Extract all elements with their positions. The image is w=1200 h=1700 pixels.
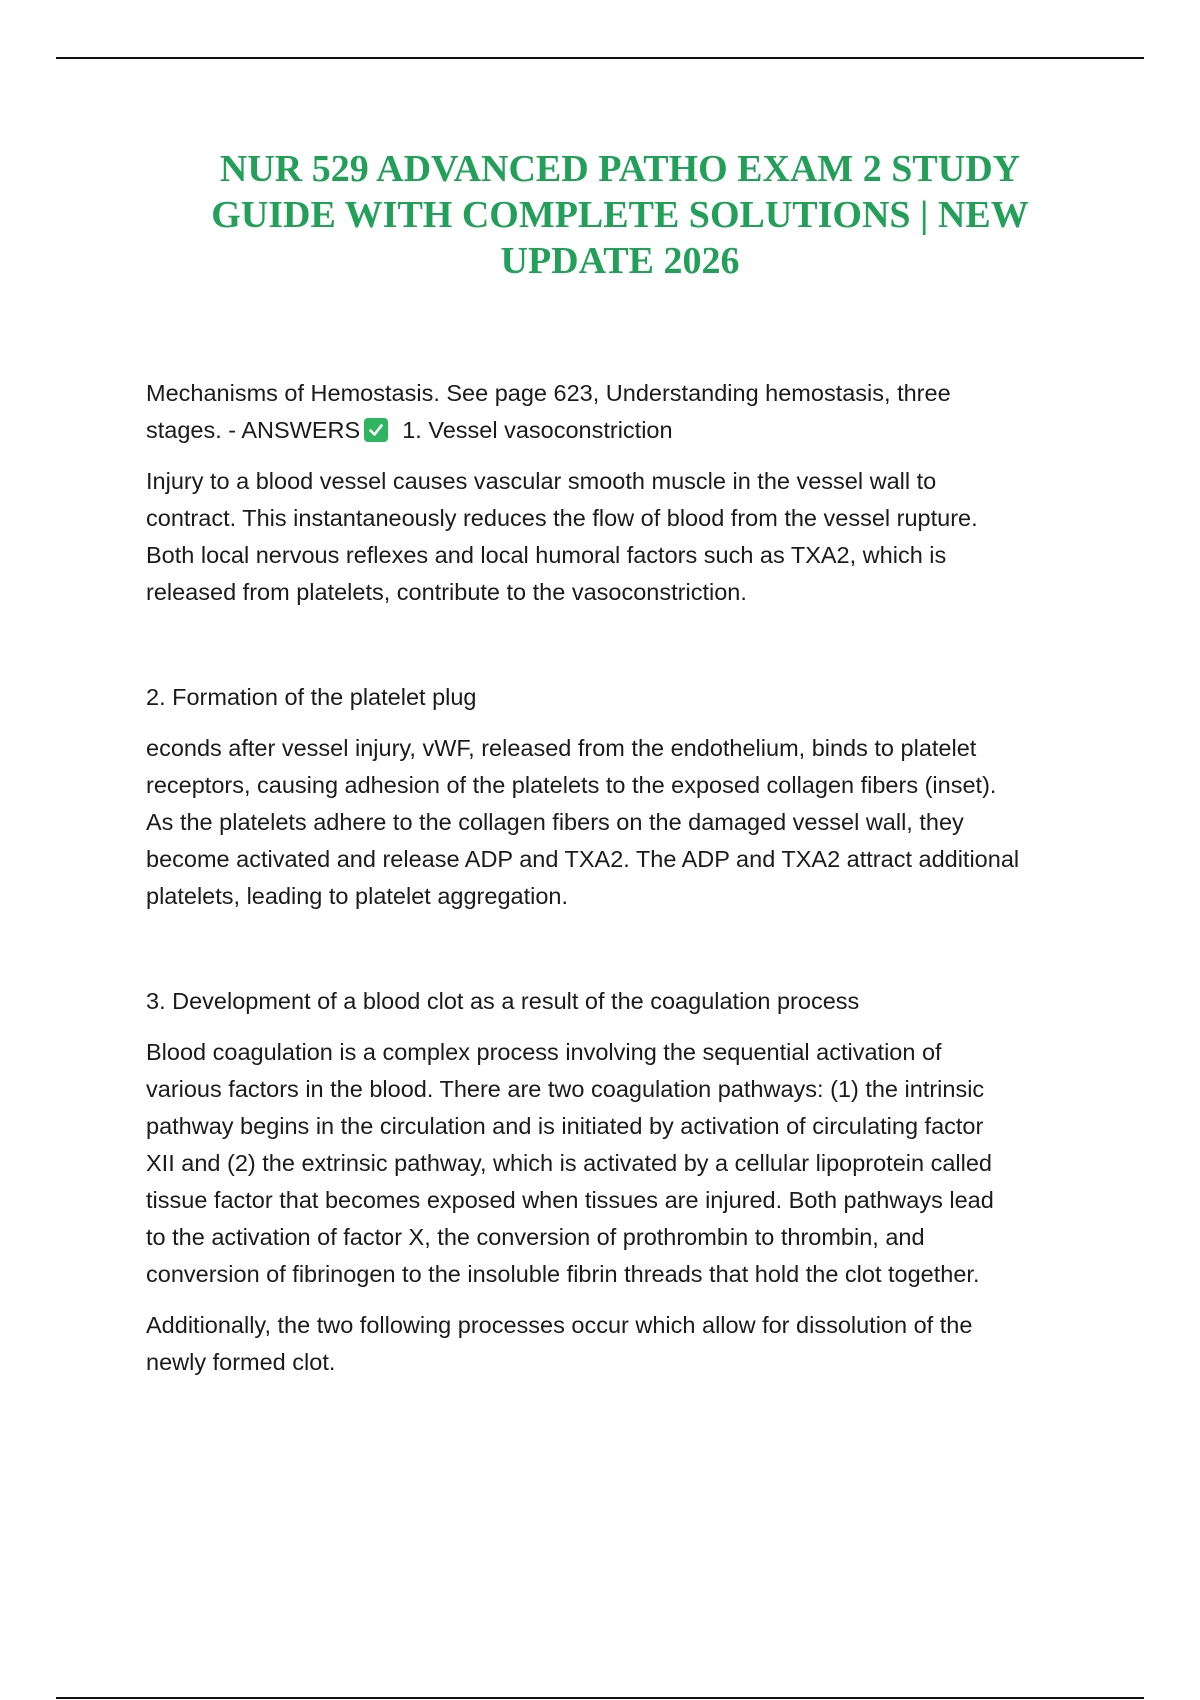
text-line: tissue factor that becomes exposed when tissues are injured. Both pathways lead — [146, 1187, 994, 1213]
answers-label: stages. - ANSWERS — [146, 417, 361, 443]
text-line: released from platelets, contribute to the vasoconstriction. — [146, 579, 747, 605]
text-line: newly formed clot. — [146, 1349, 336, 1375]
paragraph-dissolution — [146, 1307, 1106, 1381]
text-line: Blood coagulation is a complex process involving the sequential activation of — [146, 1039, 942, 1065]
text-line: various factors in the blood. There are two coagulation pathways: (1) the intrinsic — [146, 1076, 985, 1102]
text-line: As the platelets adhere to the collagen fibers on the damaged vessel wall, they — [146, 809, 964, 835]
section-heading: 3. Development of a blood clot as a result of the coagulation process — [146, 988, 860, 1014]
paragraph-coagulation — [146, 1034, 1106, 1293]
bottom-rule — [56, 1697, 1144, 1699]
text-line: to the activation of factor X, the conversion of prothrombin to thrombin, and — [146, 1224, 925, 1250]
text-line: XII and (2) the extrinsic pathway, which is activated by a cellular lipoprotein called — [146, 1150, 992, 1176]
text-line: Additionally, the two following processes occur which allow for dissolution of the — [146, 1312, 973, 1338]
text-line: Injury to a blood vessel causes vascular smooth muscle in the vessel wall to — [146, 468, 937, 494]
check-icon — [364, 418, 388, 442]
answer-text: 1. Vessel vasoconstriction — [402, 417, 673, 443]
text-line: Both local nervous reflexes and local humoral factors such as TXA2, which is — [146, 542, 947, 568]
question-block — [146, 375, 1106, 449]
document-body — [146, 375, 1106, 1381]
heading-platelet-plug — [146, 679, 1106, 716]
title-line: GUIDE WITH COMPLETE SOLUTIONS | NEW — [211, 194, 1029, 236]
text-line: become activated and release ADP and TXA2. The ADP and TXA2 attract additional — [146, 846, 1020, 872]
title-line: UPDATE 2026 — [500, 240, 740, 282]
question-line: Mechanisms of Hemostasis. See page 623, Understanding hemostasis, three — [146, 380, 951, 406]
text-line: receptors, causing adhesion of the platelets to the exposed collagen fibers (inset). — [146, 772, 997, 798]
text-line: econds after vessel injury, vWF, released from the endothelium, binds to platelet — [146, 735, 977, 761]
paragraph-vasoconstriction — [146, 463, 1106, 611]
text-line: contract. This instantaneously reduces the flow of blood from the vessel rupture. — [146, 505, 978, 531]
text-line: conversion of fibrinogen to the insoluble fibrin threads that hold the clot together. — [146, 1261, 980, 1287]
paragraph-platelet-plug — [146, 730, 1106, 915]
section-heading: 2. Formation of the platelet plug — [146, 684, 477, 710]
text-line: platelets, leading to platelet aggregation. — [146, 883, 569, 909]
text-line: pathway begins in the circulation and is initiated by activation of circulating factor — [146, 1113, 984, 1139]
heading-blood-clot — [146, 983, 1106, 1020]
question-answer-line — [146, 412, 1106, 449]
title-line: NUR 529 ADVANCED PATHO EXAM 2 STUDY — [219, 148, 1021, 190]
top-rule — [56, 57, 1144, 59]
document-title — [140, 146, 1100, 284]
